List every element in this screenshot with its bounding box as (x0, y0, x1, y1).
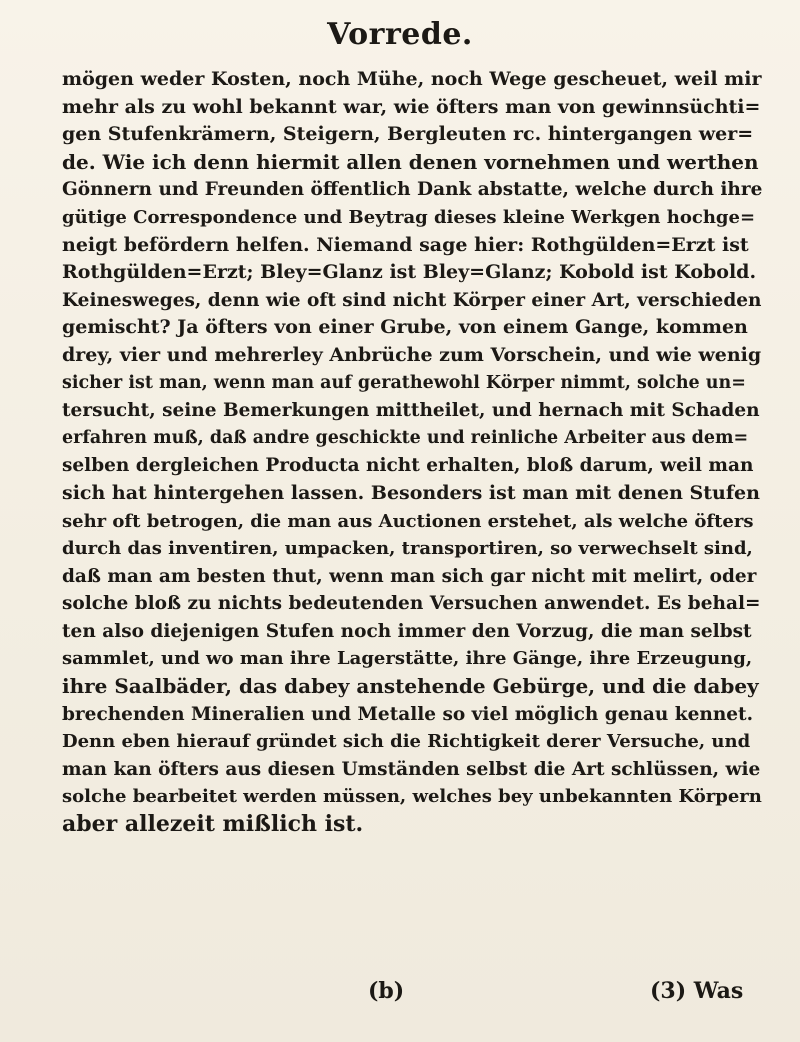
body-text (62, 66, 762, 839)
text-line: mehr als zu wohl bekannt war, wie öfters man von gewinnsüchti= (62, 95, 761, 118)
text-line: tersucht, seine Bemerkungen mittheilet, und hernach mit Schaden (62, 400, 760, 422)
text-line: gen Stufenkrämern, Steigern, Bergleuten rc. hintergangen wer= (62, 123, 754, 146)
text-line: sich hat hintergehen lassen. Besonders ist man mit denen Stufen (62, 481, 760, 504)
text-line: Keinesweges, denn wie oft sind nicht Körper einer Art, verschieden (62, 289, 762, 311)
text-line: ihre Saalbäder, das dabey anstehende Gebürge, und die dabey (62, 674, 759, 699)
text-line: erfahren muß, daß andre geschickte und reinliche Arbeiter aus dem= (62, 427, 749, 448)
text-line: durch das inventiren, umpacken, transportiren, so verwechselt sind, (62, 538, 753, 560)
running-title: Vorrede. (327, 17, 473, 52)
text-line: mögen weder Kosten, noch Mühe, noch Wege gescheuet, weil mir (62, 68, 762, 90)
catchword: (3) Was (650, 978, 744, 1004)
text-line: selben dergleichen Producta nicht erhalten, bloß darum, weil man (62, 455, 754, 477)
text-line: solche bloß zu nichts bedeutenden Versuchen anwendet. Es behal= (62, 593, 761, 615)
text-line: sicher ist man, wenn man auf gerathewohl Körper nimmt, solche un= (62, 372, 746, 393)
text-line: ten also diejenigen Stufen noch immer den Vorzug, die man selbst (62, 620, 752, 642)
text-line: neigt befördern helfen. Niemand sage hier: Rothgülden=Erzt ist (62, 233, 749, 256)
text-line: man kan öfters aus diesen Umständen selbst die Art schlüssen, wie (62, 758, 761, 780)
page-footer (0, 978, 800, 1008)
text-line: aber allezeit mißlich ist. (62, 811, 364, 838)
text-line: gütige Correspondence und Beytrag dieses kleine Werkgen hochge= (62, 206, 756, 228)
signature-mark: (b) (368, 978, 405, 1004)
text-line: Rothgülden=Erzt; Bley=Glanz ist Bley=Glanz; Kobold ist Kobold. (62, 261, 757, 284)
text-line: brechenden Mineralien und Metalle so viel möglich genau kennet. (62, 703, 754, 725)
text-line: Gönnern und Freunden öffentlich Dank abstatte, welche durch ihre (62, 179, 762, 201)
text-line: solche bearbeitet werden müssen, welches bey unbekannten Körpern (62, 786, 762, 808)
text-line: daß man am besten thut, wenn man sich gar nicht mit melirt, oder (62, 565, 757, 587)
text-line: de. Wie ich denn hiermit allen denen vornehmen und werthen (62, 149, 759, 174)
text-line: sehr oft betrogen, die man aus Auctionen erstehet, als welche öfters (62, 510, 754, 532)
text-line: drey, vier und mehrerley Anbrüche zum Vorschein, und wie wenig (62, 343, 762, 366)
text-line: gemischt? Ja öfters von einer Grube, von einem Gange, kommen (62, 316, 748, 339)
text-line: sammlet, und wo man ihre Lagerstätte, ihre Gänge, ihre Erzeugung, (62, 648, 753, 670)
text-line: Denn eben hierauf gründet sich die Richtigkeit derer Versuche, und (62, 731, 751, 753)
